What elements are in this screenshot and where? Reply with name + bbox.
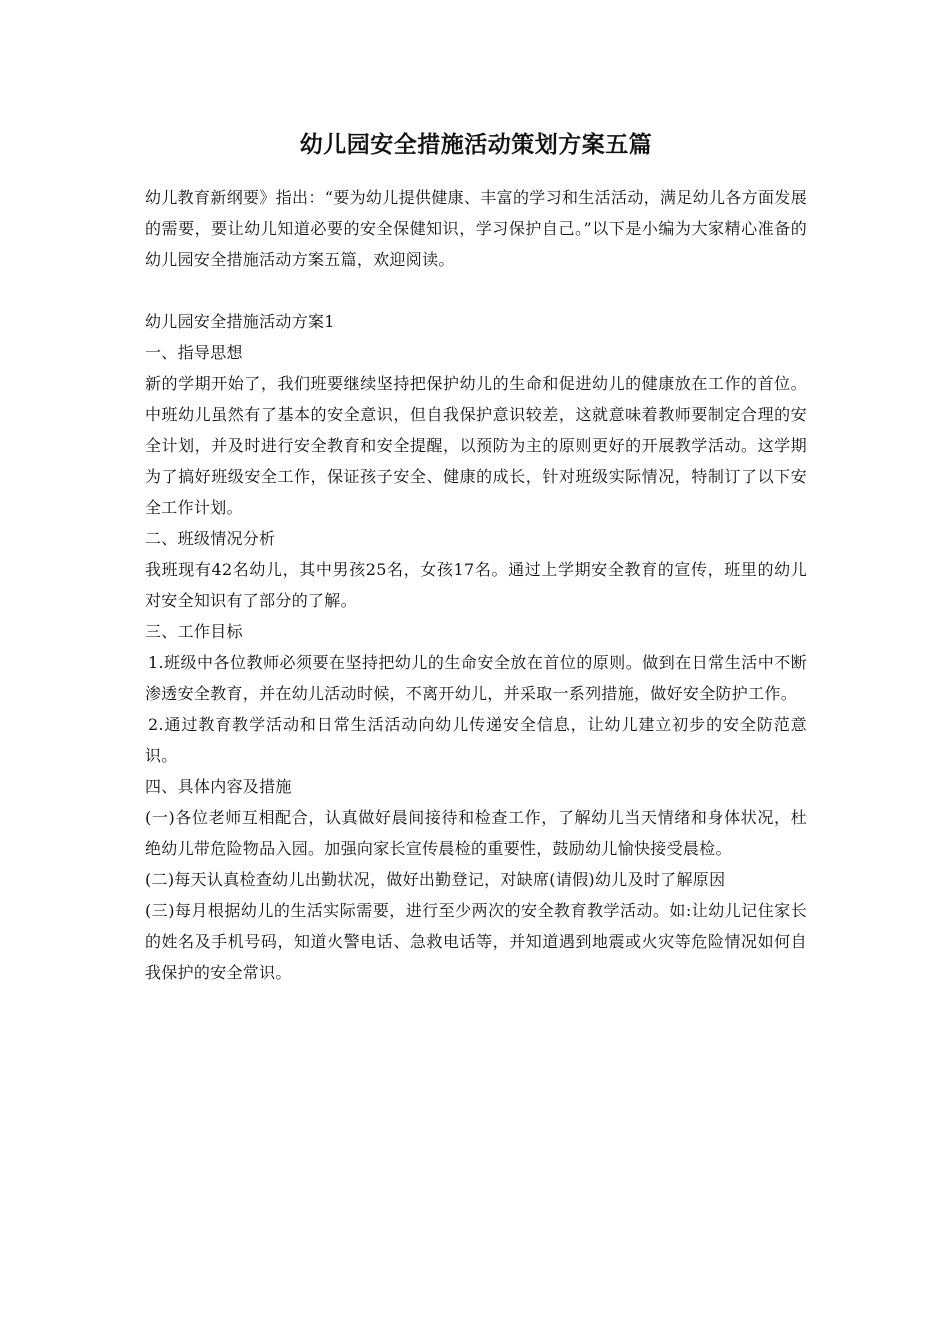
paragraph-gap (145, 275, 807, 306)
heading-guiding-ideology: 一、指导思想 (145, 343, 243, 362)
goal-item-2: 2.通过教育教学活动和日常生活活动向幼儿传递安全信息，让幼儿建立初步的安全防范意识。 (145, 715, 807, 765)
section-title: 幼儿园安全措施活动方案1 (145, 312, 335, 331)
paragraph-class-analysis: 我班现有42名幼儿，其中男孩25名，女孩17名。通过上学期安全教育的宣传，班里的幼儿对安全知识有了部分的了解。 (145, 560, 807, 610)
document-title: 幼儿园安全措施活动策划方案五篇 (299, 131, 653, 158)
intro-paragraph: 幼儿教育新纲要》指出：“要为幼儿提供健康、丰富的学习和生活活动，满足幼儿各方面发展的需要，要让幼儿知道必要的安全保健知识，学习保护自己。”以下是小编为大家精心准备的幼儿园安全措施活动方案五篇，欢迎阅读。 (145, 188, 807, 269)
measure-item-1: (一)各位老师互相配合，认真做好晨间接待和检查工作，了解幼儿当天情绪和身体状况，杜绝幼儿带危险物品入园。加强向家长宣传晨检的重要性，鼓励幼儿愉快接受晨检。 (145, 808, 807, 858)
heading-class-analysis: 二、班级情况分析 (145, 529, 276, 548)
heading-work-goals: 三、工作目标 (145, 622, 243, 641)
measure-item-3: (三)每月根据幼儿的生活实际需要，进行至少两次的安全教育教学活动。如:让幼儿记住家长的姓名及手机号码，知道火警电话、急救电话等，并知道遇到地震或火灾等危险情况如何自我保护的安全常识。 (145, 901, 807, 982)
paragraph-guiding-ideology: 新的学期开始了，我们班要继续坚持把保护幼儿的生命和促进幼儿的健康放在工作的首位。中班幼儿虽然有了基本的安全意识，但自我保护意识较差，这就意味着教师要制定合理的安全计划，并及时进行安全教育和安全提醒，以预防为主的原则更好的开展教学活动。这学期为了搞好班级安全工作，保证孩子安全、健康的成长，针对班级实际情况，特制订了以下安全工作计划。 (145, 374, 807, 517)
goal-item-1: 1.班级中各位教师必须要在坚持把幼儿的生命安全放在首位的原则。做到在日常生活中不断渗透安全教育，并在幼儿活动时候，不离开幼儿，并采取一系列措施，做好安全防护工作。 (145, 653, 807, 703)
document-page (145, 128, 807, 988)
heading-measures: 四、具体内容及措施 (145, 777, 292, 796)
measure-item-2: (二)每天认真检查幼儿出勤状况，做好出勤登记，对缺席(请假)幼儿及时了解原因 (145, 870, 726, 889)
